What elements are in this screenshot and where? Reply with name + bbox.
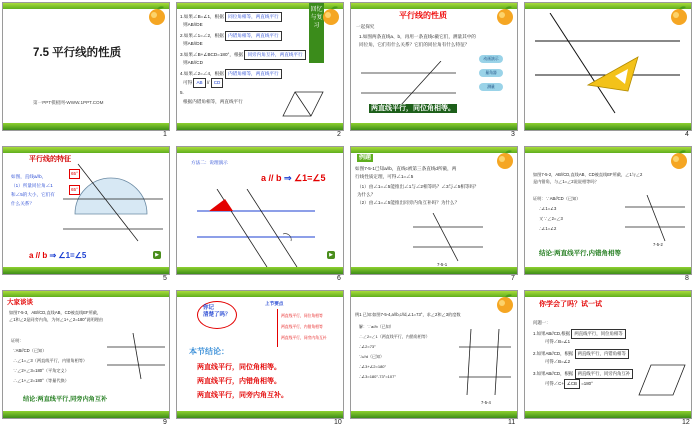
sidebar-item: 两直线平行，同位角相等 (281, 314, 323, 318)
review-label: 回忆与复习 (309, 3, 324, 63)
conclusion-text: 两直线平行，同位角相等。 (371, 105, 455, 112)
solution-line: 解：∵a//b（已知） (359, 324, 394, 329)
proof-line: ∴∠1=∠3 (539, 206, 557, 211)
slide-bottom-bar (351, 411, 517, 418)
parallel-lines-figure (625, 195, 685, 243)
slide-bottom-bar (177, 267, 343, 274)
question-line: （1）由∠1=∠5能推出∠1与∠2相等吗？∠3与∠5相等吗？ (357, 184, 479, 189)
question-line: 4.如果∠2=∠4，根据 内错角相等，两直线平行 (180, 69, 282, 79)
speech-bubble-text: 你记 清楚了吗？ (203, 305, 231, 318)
measure-button[interactable]: 测量 (479, 83, 503, 91)
sidebar-item: 两直线平行，内错角相等 (281, 325, 323, 329)
proof-line: 证明： (11, 338, 24, 343)
proof-line: ∴∠1=∠3（两直线平行，内错角相等） (13, 358, 88, 363)
slide-bottom-bar (177, 123, 343, 130)
question-line: 1.如果∠B=∠1，根据 同位角相等，两直线平行 (180, 12, 282, 22)
slide-thumbnail-11[interactable] (350, 290, 518, 419)
question-line: 如图，直线a//b， (11, 174, 47, 179)
proof-line: 证明：∵AB//CD（已知） (533, 196, 581, 201)
figure-label: 7-5-4 (481, 400, 491, 405)
solution-line: ∵c//d（已知） (359, 354, 384, 359)
question-line: 3.如果∠B+∠BCD=180°，根据 同旁内角互补，两直线平行 (180, 50, 306, 60)
proof-line: 又∵∠2=∠3 (539, 216, 563, 221)
slide-number: 11 (508, 419, 516, 426)
slide-bottom-bar (351, 267, 517, 274)
question-line: 是内错角，与∠1=∠2说说相等吗？ (533, 179, 599, 184)
question-line: 则AB//CD (183, 60, 203, 65)
proof-line: ∴∠1=∠2 (539, 226, 557, 231)
slide-number: 9 (163, 419, 167, 426)
slide-thumbnail-8[interactable] (524, 146, 692, 275)
solution-line: ∴∠3=180°-73°=107° (359, 374, 396, 379)
fruit-decoration-icon (145, 5, 167, 27)
slide-bottom-bar (177, 411, 343, 418)
slide-footer: 第一PPT模板网-WWW.1PPT.COM (33, 100, 104, 105)
question-line: 例1 已知:如图7-5-4,a//b,c//d,∠1=73°，求∠2和∠3的度数 (355, 312, 461, 317)
slide-number: 2 (337, 131, 341, 138)
question-line: 问题一： (533, 320, 551, 325)
slide-bottom-bar (525, 267, 691, 274)
question-line: 则AB//DE (183, 22, 203, 27)
conclusion-text: 结论:两直线平行,同旁内角互补 (23, 396, 108, 403)
slide-number: 12 (682, 419, 690, 426)
question-line: 和∠5的大小，它们有 (11, 192, 55, 197)
slide-number: 5 (163, 275, 167, 282)
formula: a // b ⇒ ∠1=∠5 (29, 251, 87, 260)
fruit-decoration-icon (667, 149, 689, 171)
summary-title: 本节结论： (189, 347, 229, 356)
slide-top-bar (177, 147, 343, 153)
question-line: 2.如果∠1=∠2，根据 内错角相等，两直线平行 (180, 31, 282, 41)
slide-number: 10 (334, 419, 342, 426)
question-line: 可得∠B=∠1 (545, 339, 571, 344)
parallel-lines-figure (361, 61, 461, 106)
slide-number: 3 (511, 131, 515, 138)
slide-top-bar (177, 291, 343, 297)
proof-line: ∵AB//CD（已知） (13, 348, 47, 353)
slide-thumbnail-5[interactable] (2, 146, 170, 275)
slide-bottom-bar (3, 411, 169, 418)
fruit-decoration-icon (493, 5, 515, 27)
fruit-decoration-icon (319, 5, 341, 27)
slide-thumbnail-2[interactable] (176, 2, 344, 131)
fruit-decoration-icon (493, 293, 515, 315)
animation-demo-button[interactable]: 动画演示 (479, 55, 503, 63)
solution-line: ∴∠3+∠2=180° (359, 364, 387, 369)
slide-thumbnail-10[interactable] (176, 290, 344, 419)
question-line: （1）所量同位角∠1 (11, 183, 53, 188)
slide-thumbnail-6[interactable] (176, 146, 344, 275)
question-line: （2）由∠1=∠5能推出同旁内角互补吗？为什么？ (357, 200, 460, 205)
slide-bottom-bar (351, 123, 517, 130)
question-line: 则AB//DE (183, 41, 203, 46)
geometry-figure (281, 89, 326, 119)
slide-number: 8 (685, 275, 689, 282)
slide-bottom-bar (525, 123, 691, 130)
slide-thumbnail-3[interactable] (350, 2, 518, 131)
question-line: 可得∠B=∠2 (545, 359, 571, 364)
parallel-lines-figure (413, 213, 483, 263)
question-line: 根据内错角相等，两直线平行 (183, 99, 243, 104)
transversal-figure (197, 189, 317, 269)
formula: a // b ⇒ ∠1=∠5 (261, 173, 326, 183)
proof-line: ∵∠2+∠3=180°（平角定义） (13, 368, 69, 373)
slide-top-bar (3, 147, 169, 153)
question-line: 5. (180, 90, 184, 95)
question-line: 2.如果AB//CD，根据 两直线平行，内错角相等 (533, 349, 629, 359)
slide-header: 平行线的特征 (29, 156, 71, 163)
slide-number: 6 (337, 275, 341, 282)
slide-number: 7 (511, 275, 515, 282)
set-square-figure (530, 13, 688, 123)
slide-thumbnail-7[interactable] (350, 146, 518, 275)
protractor-button[interactable]: 量角器 (479, 69, 503, 77)
next-arrow-button[interactable]: ▶ (327, 251, 335, 259)
figure-label: 7-5-2 (653, 242, 663, 247)
summary-line: 两直线平行，内错角相等。 (197, 378, 281, 385)
summary-line: 两直线平行，同位角相等。 (197, 364, 281, 371)
question-line: 1.如果AB//CD,根据 两直线平行，同位角相等 (533, 329, 626, 339)
slide-number: 1 (163, 131, 167, 138)
question-line: 什么关系？ (11, 201, 34, 206)
question-line: 行线性质定理，可得∠1=∠5 (355, 174, 414, 179)
parallelogram-figure (637, 361, 687, 397)
question-line: 可得∠C+ ∠CB =180° (545, 379, 593, 389)
slide-title: 7.5 平行线的性质 (33, 47, 122, 59)
slide-top-bar (525, 291, 691, 297)
sidebar-item: 两直线平行，同旁内角互补 (281, 336, 327, 340)
parallel-lines-figure (107, 333, 165, 381)
question-line: 3.如果AB//CD，根据 两直线平行，同旁内角互补 (533, 369, 633, 379)
slide-bottom-bar (3, 267, 169, 274)
slide-bottom-bar (525, 411, 691, 418)
fruit-decoration-icon (667, 5, 689, 27)
fruit-decoration-icon (493, 149, 515, 171)
slide-subheader: 一起探究 (356, 24, 375, 29)
summary-line: 两直线平行，同旁内角互补。 (197, 392, 288, 399)
question-line: ∠1和∠2是同旁内角，为何∠1+∠2=180°说明理由 (9, 317, 104, 322)
slide-thumbnail-12[interactable] (524, 290, 692, 419)
slide-top-bar (3, 291, 169, 297)
question-line: 为什么？ (357, 192, 376, 197)
slide-number: 4 (685, 131, 689, 138)
question-line: 可得 AB // CD (183, 78, 223, 88)
slide-thumbnail-1[interactable] (2, 2, 170, 131)
sidebar-title: 上节要点 (265, 301, 284, 306)
parallelogram-figure (455, 327, 513, 397)
question-line: 如图7-5-2，AB//CD,直线AB、CD被直线EF所截，∠1与∠2 (533, 172, 643, 177)
slide-header: 大家谈谈 (7, 299, 33, 306)
solution-line: ∴∠2=73° (359, 344, 376, 349)
solution-line: ∴∠2=∠1（两直线平行，内错角相等） (359, 334, 430, 339)
slide-header: 例题 (359, 155, 372, 161)
question-text: 1.如图两条直线a、b，再用一条直线c截它们，测量其中的同位角，它们有什么关系？它们的同位角有什么特征？ (359, 34, 476, 47)
proof-line: ∴∠1+∠2=180°（等量代换） (13, 378, 69, 383)
slide-header: 你学会了吗？试一试 (539, 301, 602, 308)
slide-thumbnail-4[interactable] (524, 2, 692, 131)
question-line: 如图7-5-1已知a//b，直线c被第三条直线d所截，两 (355, 166, 457, 171)
slide-bottom-bar (3, 123, 169, 130)
method-caption: 方法二：说理演示 (191, 160, 228, 165)
conclusion-text: 结论:两直线平行,内错角相等 (539, 250, 621, 257)
angle-label: 65° (69, 169, 80, 179)
next-arrow-button[interactable]: ▶ (153, 251, 161, 259)
angle-label: 65° (69, 185, 80, 195)
slide-thumbnail-9[interactable] (2, 290, 170, 419)
question-line: 如图7-5-3，AB//CD,直线AB，CD被直线EF所截， (9, 310, 102, 315)
slide-header: 平行线的性质 (399, 11, 447, 20)
figure-label: 7-5-1 (437, 262, 448, 267)
